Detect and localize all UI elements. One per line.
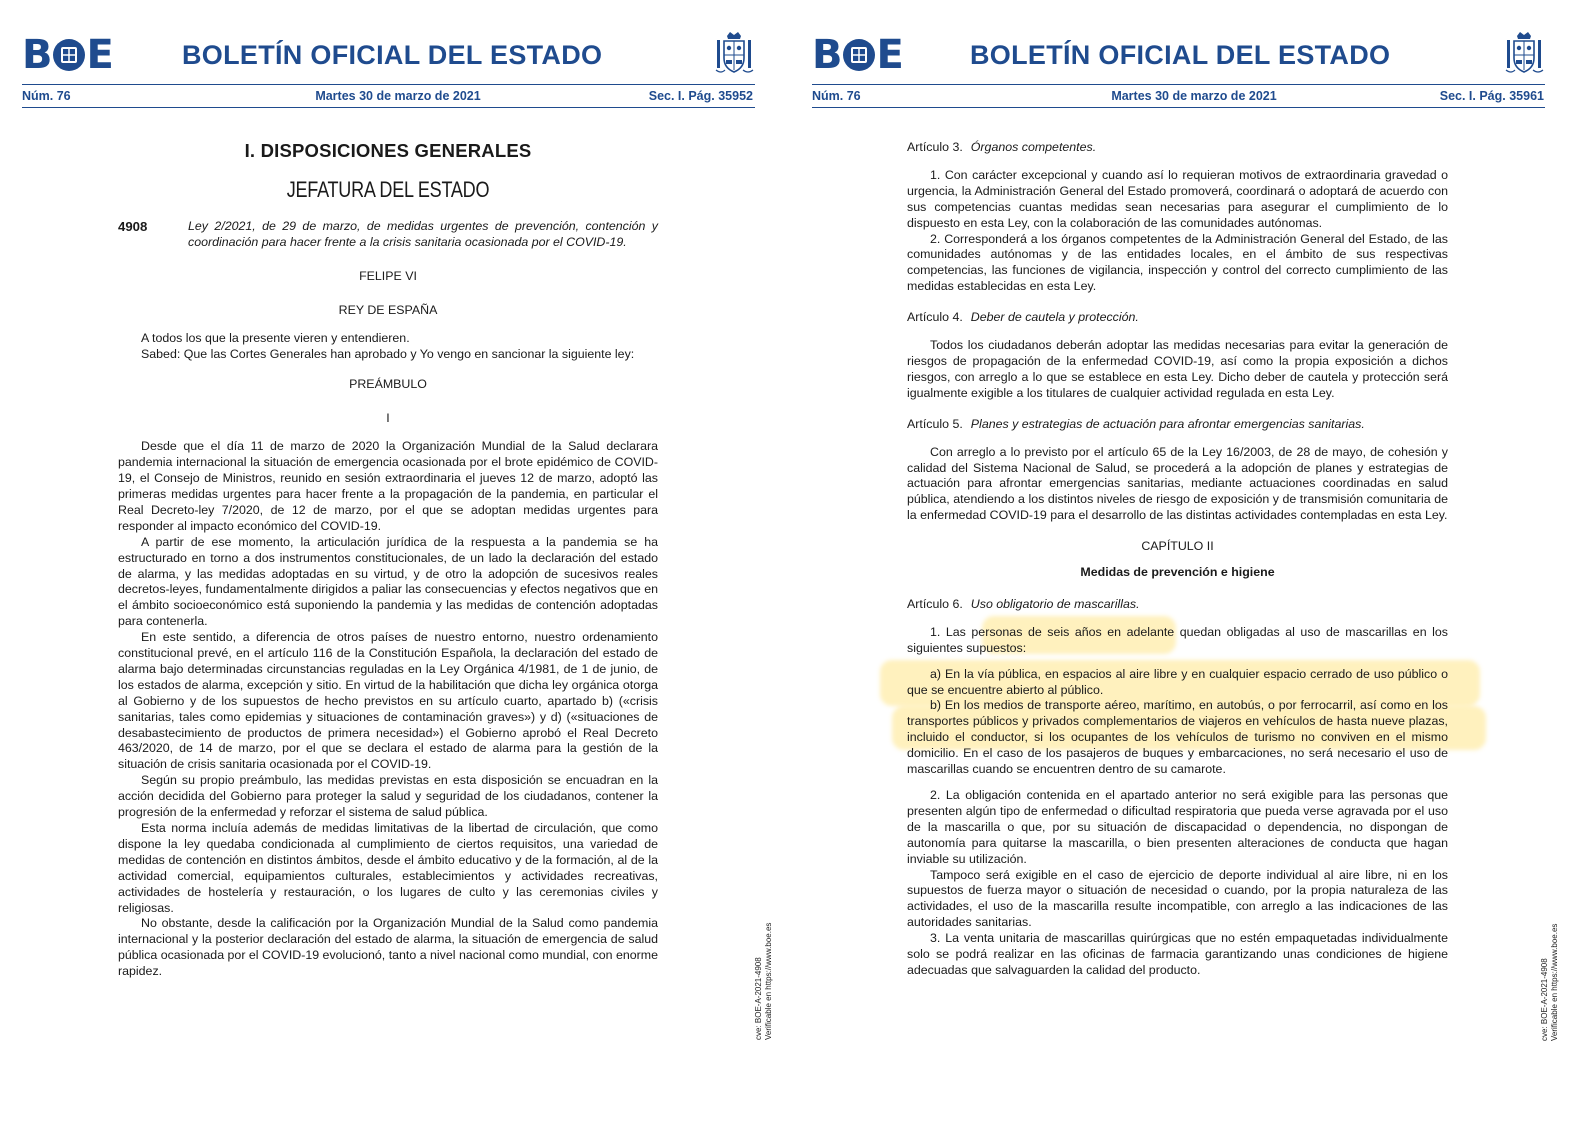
paragraph: Con arreglo a lo previsto por el artículo 65 de la Ley 16/2003, de 28 de mayo, de cohesión y calidad del Sistema Nacional de Salud, se procederá a la adopción de planes y estrategias de actuación para afrontar emergencias sanitarias, mediante actuaciones coordinadas en salud pública, atendiendo a los distintos niveles de riesgo de exposición y de transmisión comunitaria de la enfermedad COVID-19 para el desarrollo de las distintas actividades contempladas en esta Ley. [907,444,1448,523]
paragraph: 2. Corresponderá a los órganos competentes de la Administración General del Estado, de las comunidades autónomas y de las entidades locales, en el ámbito de sus respectivas competencias, las funciones de vigilancia, inspección y control del correcto cumplimiento de las medidas establecidas en esta Ley. [907,231,1448,294]
page-body [907,140,1448,979]
page-number: 35961 [1509,89,1544,103]
section-page: Sec. I. Pág. 35952 [648,89,753,103]
preamble-title: PREÁMBULO [349,377,427,392]
paragraph: A partir de ese momento, la articulación jurídica de la respuesta a la pandemia se ha estructurado en torno a dos instrumentos constitucionales, de un lado la declaración del estado de alarma, y las medidas adoptadas en su virtud, y de otro la adopción de sucesivos reales decretos-leyes, fundamentalmente dirigidos a paliar las consecuencias y efectos negativos que en el ámbito socioeconómico está suponiendo la pandemia y las medidas de contención adoptadas para contenerla. [118,534,658,629]
paragraph: 1. Con carácter excepcional y cuando así lo requieran motivos de extraordinaria gravedad o urgencia, la Administración General del Estado promoverá, coordinará o adoptará de acuerdo con sus competencias cuantas medidas sean necesarias para asegurar el cumplimiento de lo dispuesto en esta Ley, con la colaboración de las comunidades autónomas. [907,167,1448,230]
boe-logo-o-icon [842,38,876,72]
article-heading: Artículo 5. Planes y estrategias de actuación para afrontar emergencias sanitarias. [907,416,1365,431]
law-heading [118,219,658,251]
gazette-title: BOLETÍN OFICIAL DEL ESTADO [182,40,603,70]
header-rule [812,84,1545,85]
monarch-title: REY DE ESPAÑA [338,302,438,317]
verification-sidebar [754,900,780,1040]
verification-sidebar [1540,893,1566,1041]
list-item: a) En la vía pública, en espacios al aire libre y en cualquier espacio cerrado de uso público o que se encuentre abierto al público. [907,666,1448,697]
monarch-name: FELIPE VI [359,268,417,283]
paragraph: 3. La venta unitaria de mascarillas quirúrgicas que no estén empaquetadas individualmente solo se podrá realizar en las oficinas de farmacia garantizando unas condiciones de higiene adecuadas que salvaguarden la calidad del producto. [907,931,1448,977]
boe-logo-o-icon [52,38,86,72]
paragraph: 2. La obligación contenida en el apartado anterior no será exigible para las personas que presenten algún tipo de enfermedad o dificultad respiratoria que pueda verse agravada por el uso de la mascarilla o que, por su situación de discapacidad o dependencia, no dispongan de autonomía para quitarse la mascarilla, o bien presenten alteraciones de conducta que hagan inviable su utilización. [907,788,1448,866]
chapter-title: Medidas de prevención e higiene [1080,565,1275,580]
paragraph: Según su propio preámbulo, las medidas previstas en esta disposición se encuadran en la acción decidida del Gobierno para proteger la salud y seguridad de los ciudadanos, contener la progresión de la enfermedad y reforzar el sistema de salud pública. [118,773,658,820]
header-rule-bottom [22,107,755,108]
verify-url[interactable]: Verificable en https://www.boe.es [764,922,773,1040]
cve-code: cve: BOE-A-2021-4908 [1540,958,1549,1041]
section-page: Sec. I. Pág. 35961 [1439,89,1544,103]
greeting-line: A todos los que la presente vieren y entendieren. [141,330,410,345]
chapter-label: CAPÍTULO II [1141,539,1214,554]
header-rule-bottom [812,107,1545,108]
issue-date: Martes 30 de marzo de 2021 [315,89,481,103]
article-heading: Artículo 6. Uso obligatorio de mascarillas. [907,596,1140,611]
paragraph: 1. Las personas de seis años en adelante quedan obligadas al uso de mascarillas en los siguientes supuestos: [907,624,1448,655]
article-heading: Artículo 3. Órganos competentes. [907,140,1097,154]
boe-logo: B E [22,32,112,78]
law-title: Ley 2/2021, de 29 de marzo, de medidas urgentes de prevención, contención y coordinación para hacer frente a la crisis sanitaria ocasionada por el COVID-19. [188,219,658,249]
paragraph: Desde que el día 11 de marzo de 2020 la Organización Mundial de la Salud declarara pandemia internacional la situación de emergencia ocasionada por el brote epidémico de COVID-19, el Consejo de Ministros, reunido en sesión extraordinaria el jueves 12 de marzo, adoptó las primeras medidas urgentes para hacer frente a la propagación de la pandemia, en particular el Real Decreto-ley 7/2020, de 12 de marzo, por el que se adoptan medidas urgentes para responder al impacto económico del COVID-19. [118,439,658,533]
preamble-roman: I [386,411,390,426]
paragraph: En este sentido, a diferencia de otros países de nuestro entorno, nuestro ordenamiento constitucional prevé, en el artículo 116 de la Constitución Española, la declaración del estado de alarma bajo determinadas circunstancias reguladas en la Ley Orgánica 4/1981, de 1 de junio, de los estados de alarma, excepción y sitio. En virtud de la habilitación que dicha ley orgánica otorga al Gobierno y de los supuestos de hecho previstos en su artículo cuarto, apartado b) («crisis sanitarias, tales como epidemias y situaciones de contaminación graves») y d) («situaciones de desabastecimiento de productos de primera necesidad») el Gobierno aprobó el Real Decreto 463/2020, de 14 de marzo, por el que se declara el estado de alarma para la gestión de la situación de crisis sanitaria ocasionada por el COVID-19. [118,630,658,772]
gazette-title: BOLETÍN OFICIAL DEL ESTADO [970,40,1391,70]
paragraph: Tampoco será exigible en el caso de ejercicio de deporte individual al aire libre, ni en los supuestos de fuerza mayor o situación de necesidad o cuando, por la propia naturaleza de las actividades, el uso de la mascarilla resulte incompatible, con arreglo a las indicaciones de las autoridades sanitarias. [907,867,1448,930]
boe-page-right [796,0,1592,1122]
coat-of-arms-icon [713,30,755,76]
cve-code: cve: BOE-A-2021-4908 [754,957,763,1040]
sanction-line: Sabed: Que las Cortes Generales han aprobado y Yo vengo en sancionar la siguiente ley: [141,346,635,361]
article-heading: Artículo 4. Deber de cautela y protección. [907,310,1139,325]
section-title: I. DISPOSICIONES GENERALES [244,140,532,161]
department-title: JEFATURA DEL ESTADO [286,177,490,202]
paragraph: Esta norma incluía además de medidas limitativas de la libertad de circulación, que como dispone la ley quedaba condicionada al cumplimiento de ciertos requisitos, una variedad de medidas de contención en distintos ámbitos, desde el ámbito educativo y de la formación, al de la actividad comercial, equipamientos culturales, establecimientos y actividades recreativas, actividades de hostelería y restauración, o los lugares de culto y las ceremonias civiles y religiosas. [118,821,658,915]
list-item: b) En los medios de transporte aéreo, marítimo, en autobús, o por ferrocarril, así como en los transportes públicos y privados complementarios de viajeros en vehículos de hasta nueve plazas, incluido el conductor, si los ocupantes de los vehículos de turismo no conviven en el mismo domicilio. En el caso de los pasajeros de buques y embarcaciones, no será necesario el uso de mascarillas cuando se encuentren dentro de su camarote. [907,698,1448,777]
coat-of-arms-icon [1503,30,1545,76]
paragraph: Todos los ciudadanos deberán adoptar las medidas necesarias para evitar la generación de riesgos de propagación de la enfermedad COVID-19, así como la propia exposición a dichos riesgos, con arreglo a lo que se establece en esta Ley. Dicho deber de cautela y protección será igualmente exigible a los titulares de cualquier actividad regulada en esta Ley. [907,338,1448,400]
header-rule [22,84,755,85]
issue-number: Núm. 76 [22,89,71,103]
page-body [118,140,658,980]
law-number: 4908 [118,219,148,234]
verify-url[interactable]: Verificable en https://www.boe.es [1550,923,1559,1041]
boe-logo: B E [812,32,902,78]
issue-date: Martes 30 de marzo de 2021 [1111,89,1277,103]
page-number: 35952 [718,89,753,103]
issue-number: Núm. 76 [812,89,861,103]
paragraph: No obstante, desde la calificación por la Organización Mundial de la Salud como pandemia internacional y la posterior declaración del estado de alarma, la situación de emergencia de salud pública ocasionada por el COVID-19 evolucionó, tanto a nivel nacional como mundial, con enorme rapidez. [118,916,658,979]
